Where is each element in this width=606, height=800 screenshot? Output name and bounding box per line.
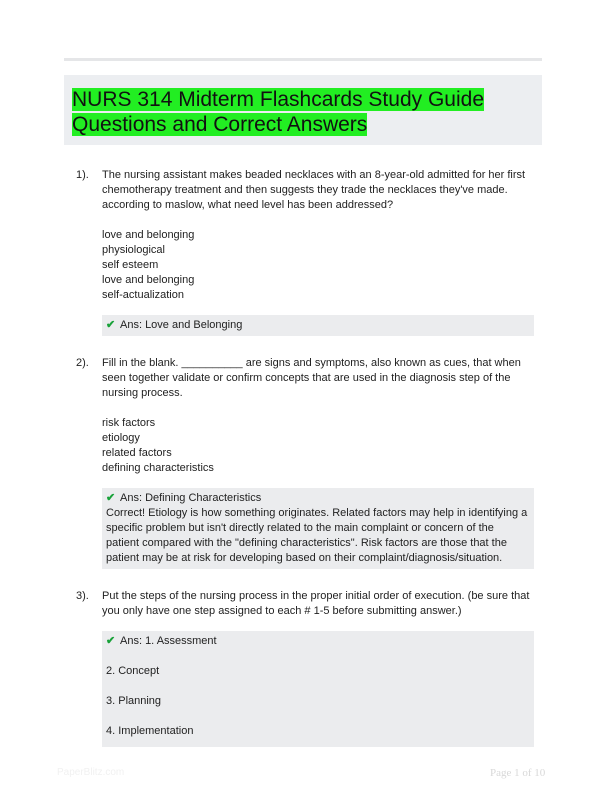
answer-text: Ans: 1. Assessment xyxy=(120,635,217,647)
question-number: 3). xyxy=(76,590,89,602)
option: love and belonging xyxy=(102,229,195,241)
watermark: PaperBlitz.com xyxy=(57,767,125,778)
title-box xyxy=(64,75,542,145)
option: defining characteristics xyxy=(102,462,214,474)
answer-text: Ans: Defining Characteristics xyxy=(120,492,262,504)
answer-box xyxy=(102,315,534,336)
check-icon: ✔ xyxy=(106,319,116,331)
answer-box xyxy=(102,488,534,569)
question-text: Put the steps of the nursing process in the proper initial order of execution. (be sure that you only have one step assigned to each # 1-5 before submitting answer.) xyxy=(102,590,530,617)
title-line-1: NURS 314 Midterm Flashcards Study Guide xyxy=(72,88,484,111)
page-indicator: Page 1 of 10 xyxy=(490,767,546,779)
question-text: The nursing assistant makes beaded necklaces with an 8-year-old admitted for her first chemotherapy treatment and then suggests they trade the necklaces they've made. according to maslow, what need level has been addressed? xyxy=(102,169,526,211)
title-line-2: Questions and Correct Answers xyxy=(72,113,368,136)
check-icon: ✔ xyxy=(106,492,116,504)
options-list xyxy=(102,228,534,303)
document-title xyxy=(72,88,484,136)
option: self esteem xyxy=(102,259,159,271)
answer-step: 3. Planning xyxy=(106,695,162,707)
question-number: 1). xyxy=(76,169,89,181)
answer-explanation: Correct! Etiology is how something originates. Related factors may help in identifying a specific problem but isn't directly related to the main complaint or concern of the patient compared with the "defining characteristics". Risk factors are those that the patient may be at risk for developing based on their complaint/diagnosis/situation. xyxy=(106,507,528,564)
answer-box xyxy=(102,631,534,747)
option: physiological xyxy=(102,244,165,256)
option: love and belonging xyxy=(102,274,195,286)
answer-step: 2. Concept xyxy=(106,665,160,677)
option: related factors xyxy=(102,447,172,459)
top-divider xyxy=(64,58,542,61)
option: etiology xyxy=(102,432,140,444)
question-text: Fill in the blank. __________ are signs and symptoms, also known as cues, that when seen together validate or confirm concepts that are used in the diagnosis step of the nursing process. xyxy=(102,357,521,399)
answer-text: Ans: Love and Belonging xyxy=(120,319,243,331)
option: self-actualization xyxy=(102,289,184,301)
question-number: 2). xyxy=(76,357,89,369)
options-list xyxy=(102,416,534,476)
check-icon: ✔ xyxy=(106,635,116,647)
option: risk factors xyxy=(102,417,156,429)
answer-step: 4. Implementation xyxy=(106,725,194,737)
